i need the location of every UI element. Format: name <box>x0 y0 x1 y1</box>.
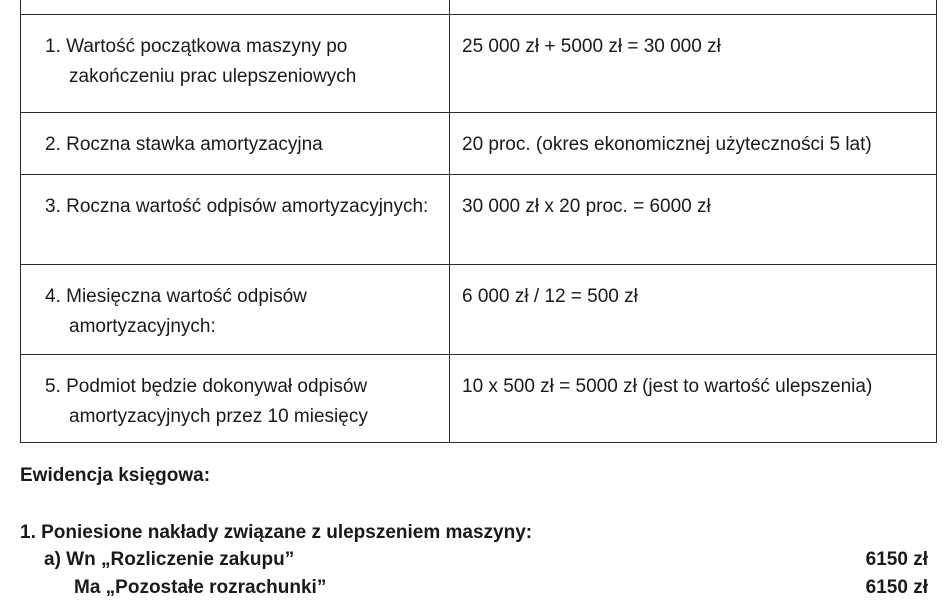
row-calculation: 30 000 zł x 20 proc. = 6000 zł <box>450 175 937 265</box>
row-description-text: 1. Wartość początkowa maszyny po zakończeniu prac ulepszeniowych <box>45 36 357 87</box>
table-row <box>21 175 937 265</box>
row-calculation: 20 proc. (okres ekonomicznej użyteczności 5 lat) <box>450 113 937 175</box>
row-description-text: 5. Podmiot będzie dokonywał odpisów amortyzacyjnych przez 10 miesięcy <box>45 376 368 427</box>
row-description <box>21 15 450 113</box>
row-description-text: 2. Roczna stawka amortyzacyjna <box>45 134 323 155</box>
posting-amount: 6150 zł <box>865 577 928 598</box>
row-description <box>21 175 450 265</box>
row-description-text: 3. Roczna wartość odpisów amortyzacyjnych: <box>45 196 429 217</box>
row-description <box>21 113 450 175</box>
table-row <box>21 355 937 443</box>
posting-label: Ma „Pozostałe rozrachunki” <box>74 577 327 598</box>
row-calculation: 25 000 zł + 5000 zł = 30 000 zł <box>450 15 937 113</box>
row-description <box>21 355 450 443</box>
section-title: Ewidencja księgowa: <box>20 465 211 486</box>
table-row <box>21 113 937 175</box>
posting-amount: 6150 zł <box>865 549 928 570</box>
row-description <box>21 265 450 355</box>
table-header-row <box>21 0 937 15</box>
table-row <box>21 15 937 113</box>
row-description-text: 4. Miesięczna wartość odpisów amortyzacyjnych: <box>45 286 307 337</box>
table-header-cell <box>21 0 450 15</box>
table-header-cell <box>450 0 937 15</box>
posting-label: a) Wn „Rozliczenie zakupu” <box>44 549 295 570</box>
row-calculation: 10 x 500 zł = 5000 zł (jest to wartość ulepszenia) <box>450 355 937 443</box>
table-row <box>21 265 937 355</box>
entry-heading: 1. Poniesione nakłady związane z ulepszeniem maszyny: <box>20 522 533 543</box>
row-calculation: 6 000 zł / 12 = 500 zł <box>450 265 937 355</box>
calculation-table <box>20 0 937 443</box>
